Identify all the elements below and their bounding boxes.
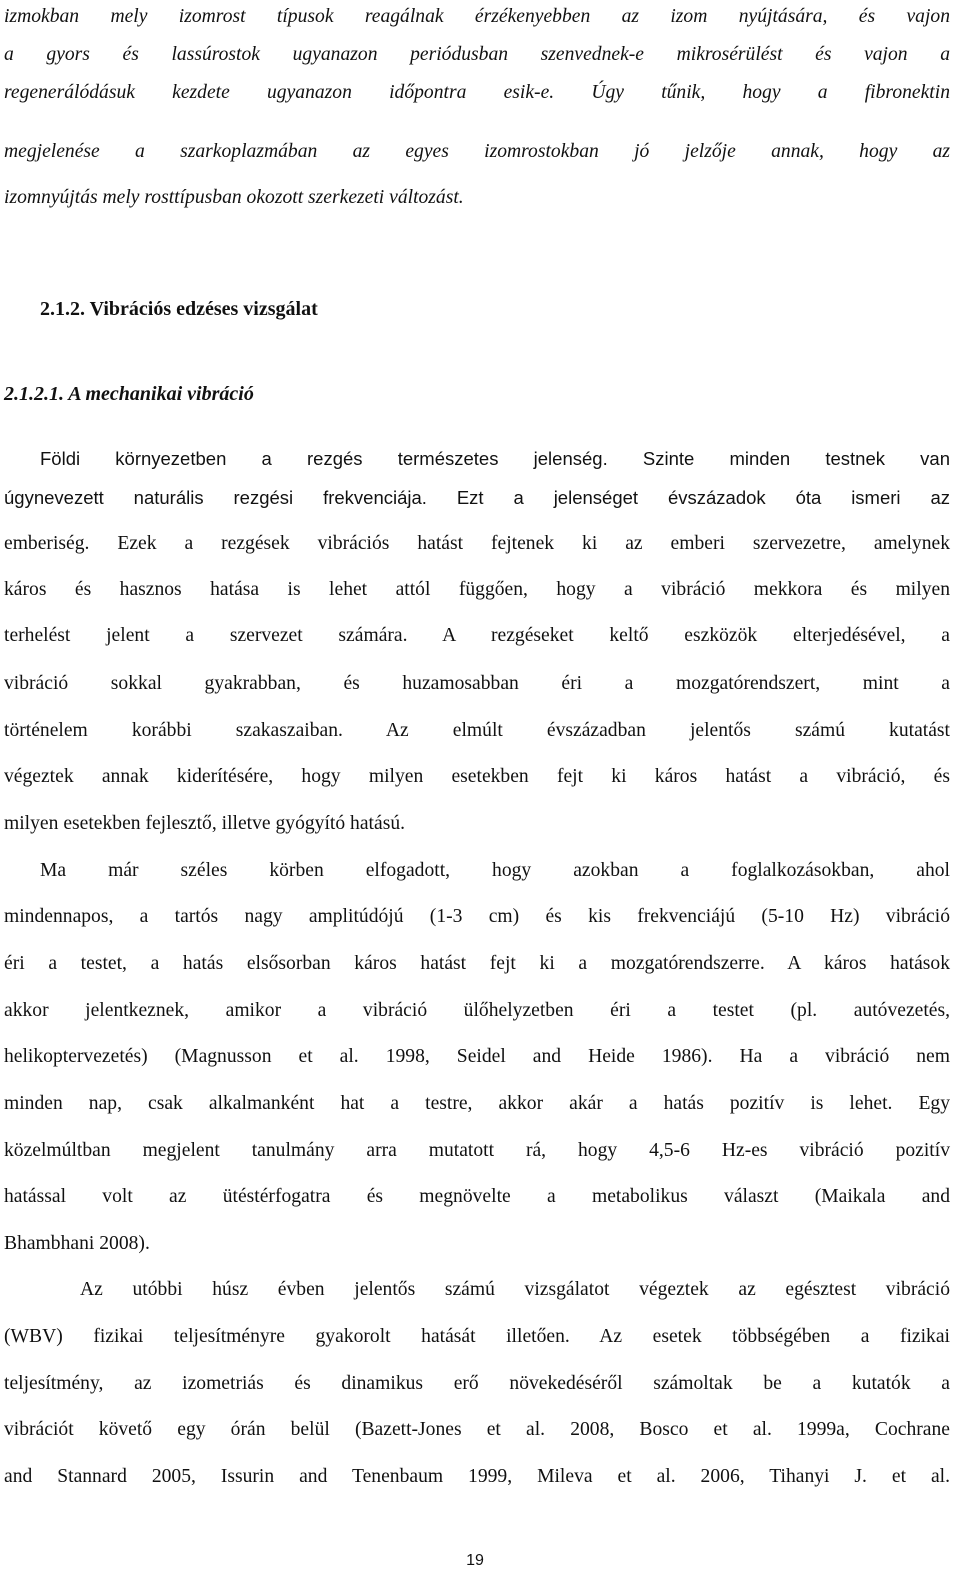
paragraph-line: hatással volt az ütéstérfogatra és megnövelte a metabolikus választ (Maikala and: [4, 1186, 950, 1207]
intro-line: izmokban mely izomrost típusok reagálnak érzékenyebben az izom nyújtására, és vajon: [4, 6, 950, 27]
subsection-heading: 2.1.2.1. A mechanikai vibráció: [4, 383, 254, 405]
paragraph-line: Földi környezetben a rezgés természetes jelenség. Szinte minden testnek van: [40, 448, 950, 469]
paragraph-line: helikoptervezetés) (Magnusson et al. 1998, Seidel and Heide 1986). Ha a vibráció nem: [4, 1046, 950, 1067]
section-heading: 2.1.2. Vibrációs edzéses vizsgálat: [40, 298, 318, 320]
paragraph-line: mindennapos, a tartós nagy amplitúdójú (1-3 cm) és kis frekvenciájú (5-10 Hz) vibráció: [4, 906, 950, 927]
paragraph-line: úgynevezett naturális rezgési frekvenciája. Ezt a jelenséget évszázadok óta ismeri az: [4, 487, 950, 508]
intro-line: izomnyújtás mely rosttípusban okozott szerkezeti változást.: [4, 187, 464, 208]
paragraph-line: akkor jelentkeznek, amikor a vibráció ülőhelyzetben éri a testet (pl. autóvezetés,: [4, 1000, 950, 1021]
paragraph-line: teljesítmény, az izometriás és dinamikus erő növekedéséről számoltak be a kutatók a: [4, 1373, 950, 1394]
paragraph-line: (WBV) fizikai teljesítményre gyakorolt hatását illetően. Az esetek többségében a fizikai: [4, 1326, 950, 1347]
paragraph-line: Ma már széles körben elfogadott, hogy azokban a foglalkozásokban, ahol: [40, 860, 950, 881]
intro-line: a gyors és lassúrostok ugyanazon periódusban szenvednek-e mikrosérülést és vajon a: [4, 44, 950, 65]
page-number: 19: [466, 1552, 484, 1569]
paragraph-line: éri a testet, a hatás elsősorban káros hatást fejt ki a mozgatórendszerre. A káros hatások: [4, 953, 950, 974]
paragraph-line: végeztek annak kiderítésére, hogy milyen esetekben fejt ki káros hatást a vibráció, és: [4, 766, 950, 787]
paragraph-line: vibrációt követő egy órán belül (Bazett-Jones et al. 2008, Bosco et al. 1999a, Cochrane: [4, 1419, 950, 1440]
paragraph-line: közelmúltban megjelent tanulmány arra mutatott rá, hogy 4,5-6 Hz-es vibráció pozitív: [4, 1140, 950, 1161]
paragraph-line: and Stannard 2005, Issurin and Tenenbaum 1999, Mileva et al. 2006, Tihanyi J. et al.: [4, 1466, 950, 1487]
intro-line: megjelenése a szarkoplazmában az egyes izomrostokban jó jelzője annak, hogy az: [4, 141, 950, 162]
paragraph-line: emberiség. Ezek a rezgések vibrációs hatást fejtenek ki az emberi szervezetre, amelynek: [4, 533, 950, 554]
intro-line: regenerálódásuk kezdete ugyanazon időpontra esik-e. Úgy tűnik, hogy a fibronektin: [4, 82, 950, 103]
paragraph-line: Bhambhani 2008).: [4, 1233, 150, 1254]
paragraph-line: minden nap, csak alkalmanként hat a testre, akkor akár a hatás pozitív is lehet. Egy: [4, 1093, 950, 1114]
paragraph-line: káros és hasznos hatása is lehet attól függően, hogy a vibráció mekkora és milyen: [4, 579, 950, 600]
paragraph-line: milyen esetekben fejlesztő, illetve gyógyító hatású.: [4, 813, 406, 834]
paragraph-line: terhelést jelent a szervezet számára. A rezgéseket keltő eszközök elterjedésével, a: [4, 625, 950, 646]
paragraph-line: Az utóbbi húsz évben jelentős számú vizsgálatot végeztek az egésztest vibráció: [80, 1279, 950, 1300]
paragraph-line: vibráció sokkal gyakrabban, és huzamosabban éri a mozgatórendszert, mint a: [4, 673, 950, 694]
paragraph-line: történelem korábbi szakaszaiban. Az elmúlt évszázadban jelentős számú kutatást: [4, 720, 950, 741]
